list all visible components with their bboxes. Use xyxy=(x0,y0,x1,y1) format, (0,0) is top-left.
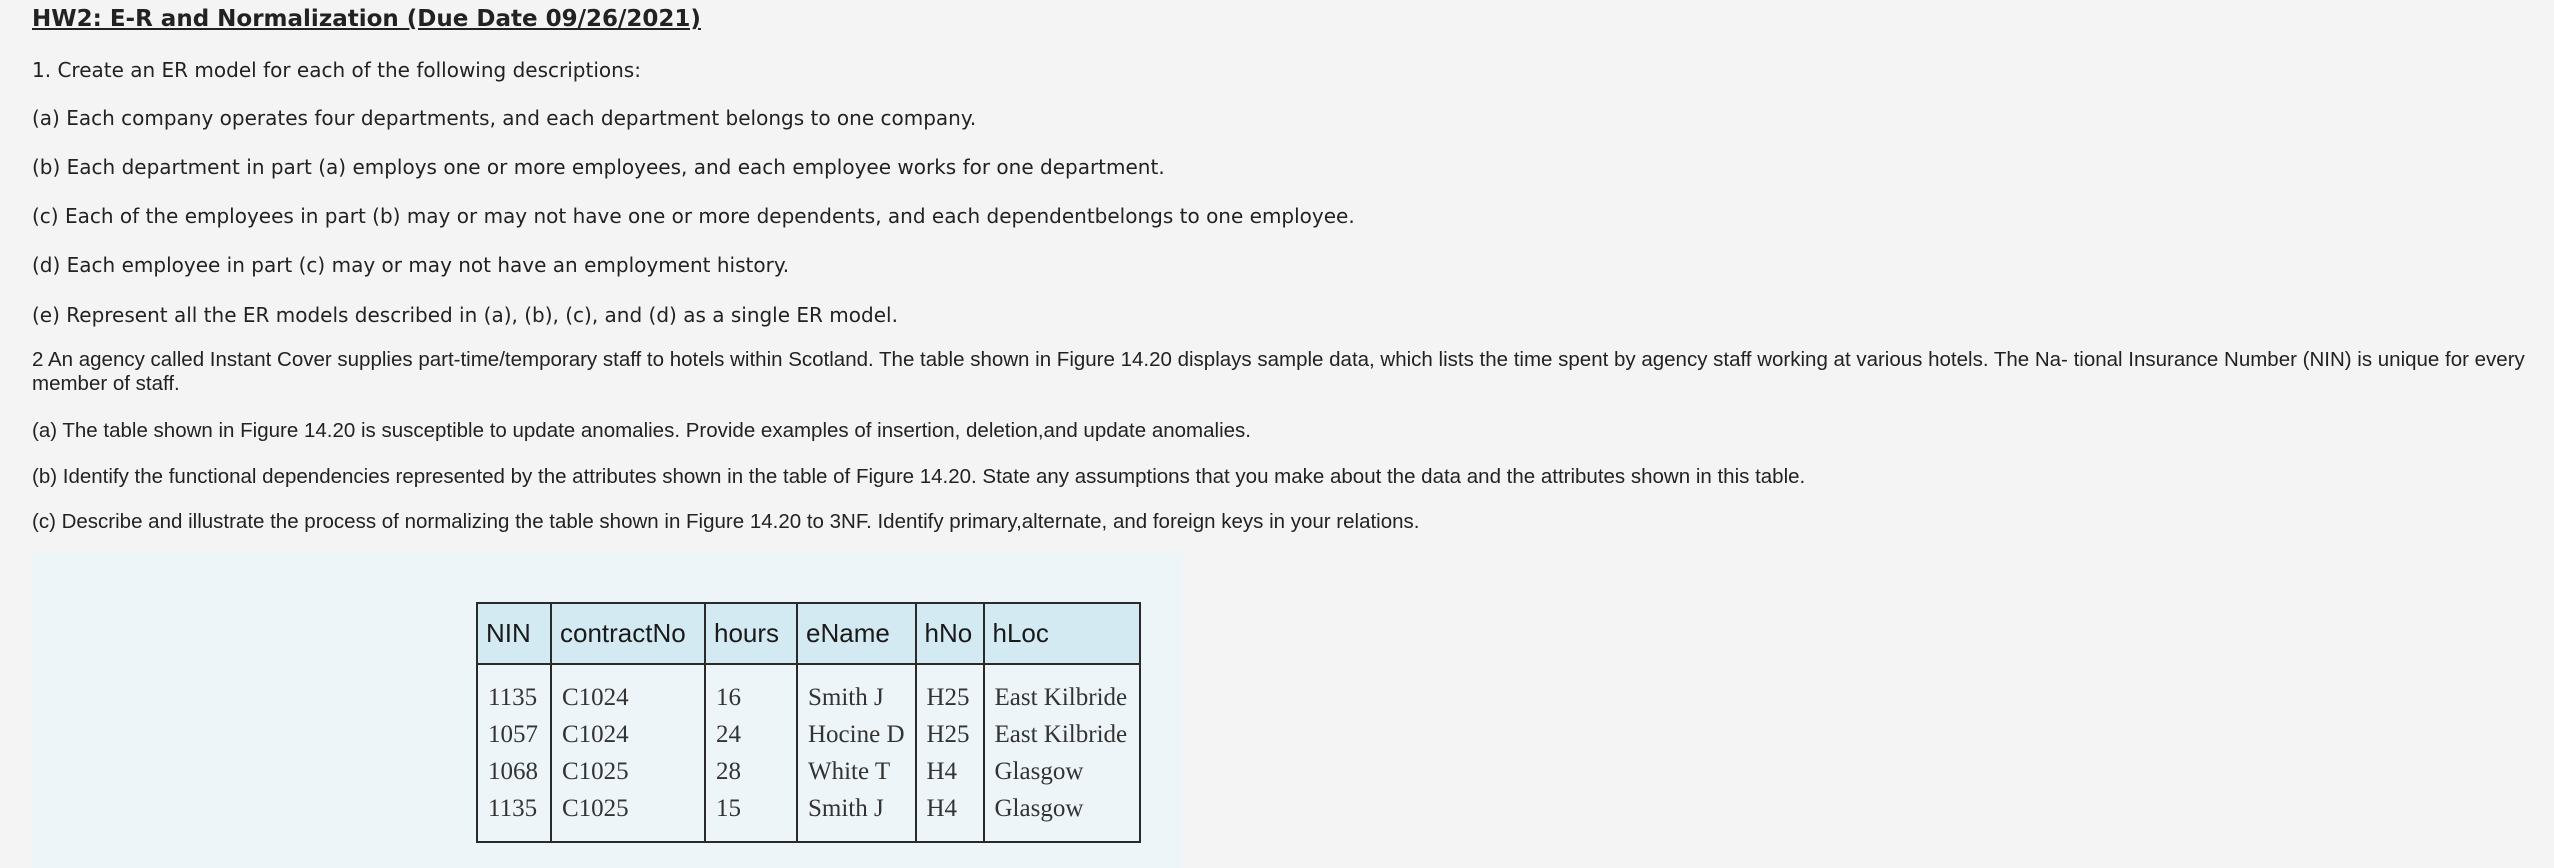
header-ename: eName xyxy=(797,603,916,664)
column-hours xyxy=(705,664,797,842)
header-hours: hours xyxy=(705,603,797,664)
header-hno: hNo xyxy=(916,603,984,664)
column-nin xyxy=(477,664,551,842)
page-title: HW2: E-R and Normalization (Due Date 09/26/2021) xyxy=(32,6,701,32)
table-cell: 1068 xyxy=(488,758,538,785)
column-hloc xyxy=(984,664,1140,842)
table-cell: C1025 xyxy=(562,758,629,785)
table-cell: 1135 xyxy=(488,684,538,711)
column-hno xyxy=(916,664,984,842)
table-cell: 28 xyxy=(716,758,741,785)
table-cell: East Kilbride xyxy=(994,721,1128,748)
table-cell: C1025 xyxy=(562,795,629,822)
table-cell: H4 xyxy=(926,758,958,785)
table-cell: Glasgow xyxy=(994,758,1084,785)
q1-part-b: (b) Each department in part (a) employs one or more employees, and each employee works for one department. xyxy=(32,155,1165,179)
figure-14-20 xyxy=(32,553,1182,868)
q1-part-e: (e) Represent all the ER models described in (a), (b), (c), and (d) as a single ER model. xyxy=(32,303,898,327)
table-cell: C1024 xyxy=(562,684,629,711)
table-cell: Smith J xyxy=(808,684,884,711)
table-cell: East Kilbride xyxy=(994,684,1128,711)
table-cell: 1057 xyxy=(488,721,538,748)
table-cell: White T xyxy=(808,758,891,785)
table-cell: Glasgow xyxy=(994,795,1084,822)
table-cell: H25 xyxy=(926,721,970,748)
table-cell: 15 xyxy=(716,795,741,822)
q1-intro: 1. Create an ER model for each of the following descriptions: xyxy=(32,58,641,82)
header-nin: NIN xyxy=(477,603,551,664)
staff-hotel-table xyxy=(476,602,1141,843)
q2-intro: 2 An agency called Instant Cover supplies part-time/temporary staff to hotels within Scotland. The table shown in Figure 14.20 displays sample data, which lists the time spent by agency staff working at various hotels. The Na- tional Insurance Number (NIN) is unique for every member of staff. xyxy=(32,348,2525,395)
header-contractno: contractNo xyxy=(551,603,705,664)
q2-part-c: (c) Describe and illustrate the process of normalizing the table shown in Figure 14.20 to 3NF. Identify primary,alternate, and foreign keys in your relations. xyxy=(32,510,1420,533)
q2-part-b: (b) Identify the functional dependencies represented by the attributes shown in the table of Figure 14.20. State any assumptions that you make about the data and the attributes shown in this table. xyxy=(32,465,1806,488)
q1-part-d: (d) Each employee in part (c) may or may not have an employment history. xyxy=(32,253,790,277)
table-header-row xyxy=(477,603,1140,664)
column-contractno xyxy=(551,664,705,842)
table-cell: 24 xyxy=(716,721,741,748)
table-cell: H25 xyxy=(926,684,970,711)
q2-part-a: (a) The table shown in Figure 14.20 is susceptible to update anomalies. Provide examples of insertion, deletion,and update anomalies. xyxy=(32,419,1251,442)
header-hloc: hLoc xyxy=(984,603,1140,664)
table-cell: C1024 xyxy=(562,721,629,748)
table-cell: 1135 xyxy=(488,795,538,822)
table-cell: 16 xyxy=(716,684,741,711)
table-body xyxy=(477,664,1140,842)
table-cell: Hocine D xyxy=(808,721,905,748)
q1-part-c: (c) Each of the employees in part (b) may or may not have one or more dependents, and each dependentbelongs to one employee. xyxy=(32,204,1355,228)
table-cell: Smith J xyxy=(808,795,884,822)
column-ename xyxy=(797,664,916,842)
table-cell: H4 xyxy=(926,795,958,822)
q1-part-a: (a) Each company operates four departments, and each department belongs to one company. xyxy=(32,106,977,130)
